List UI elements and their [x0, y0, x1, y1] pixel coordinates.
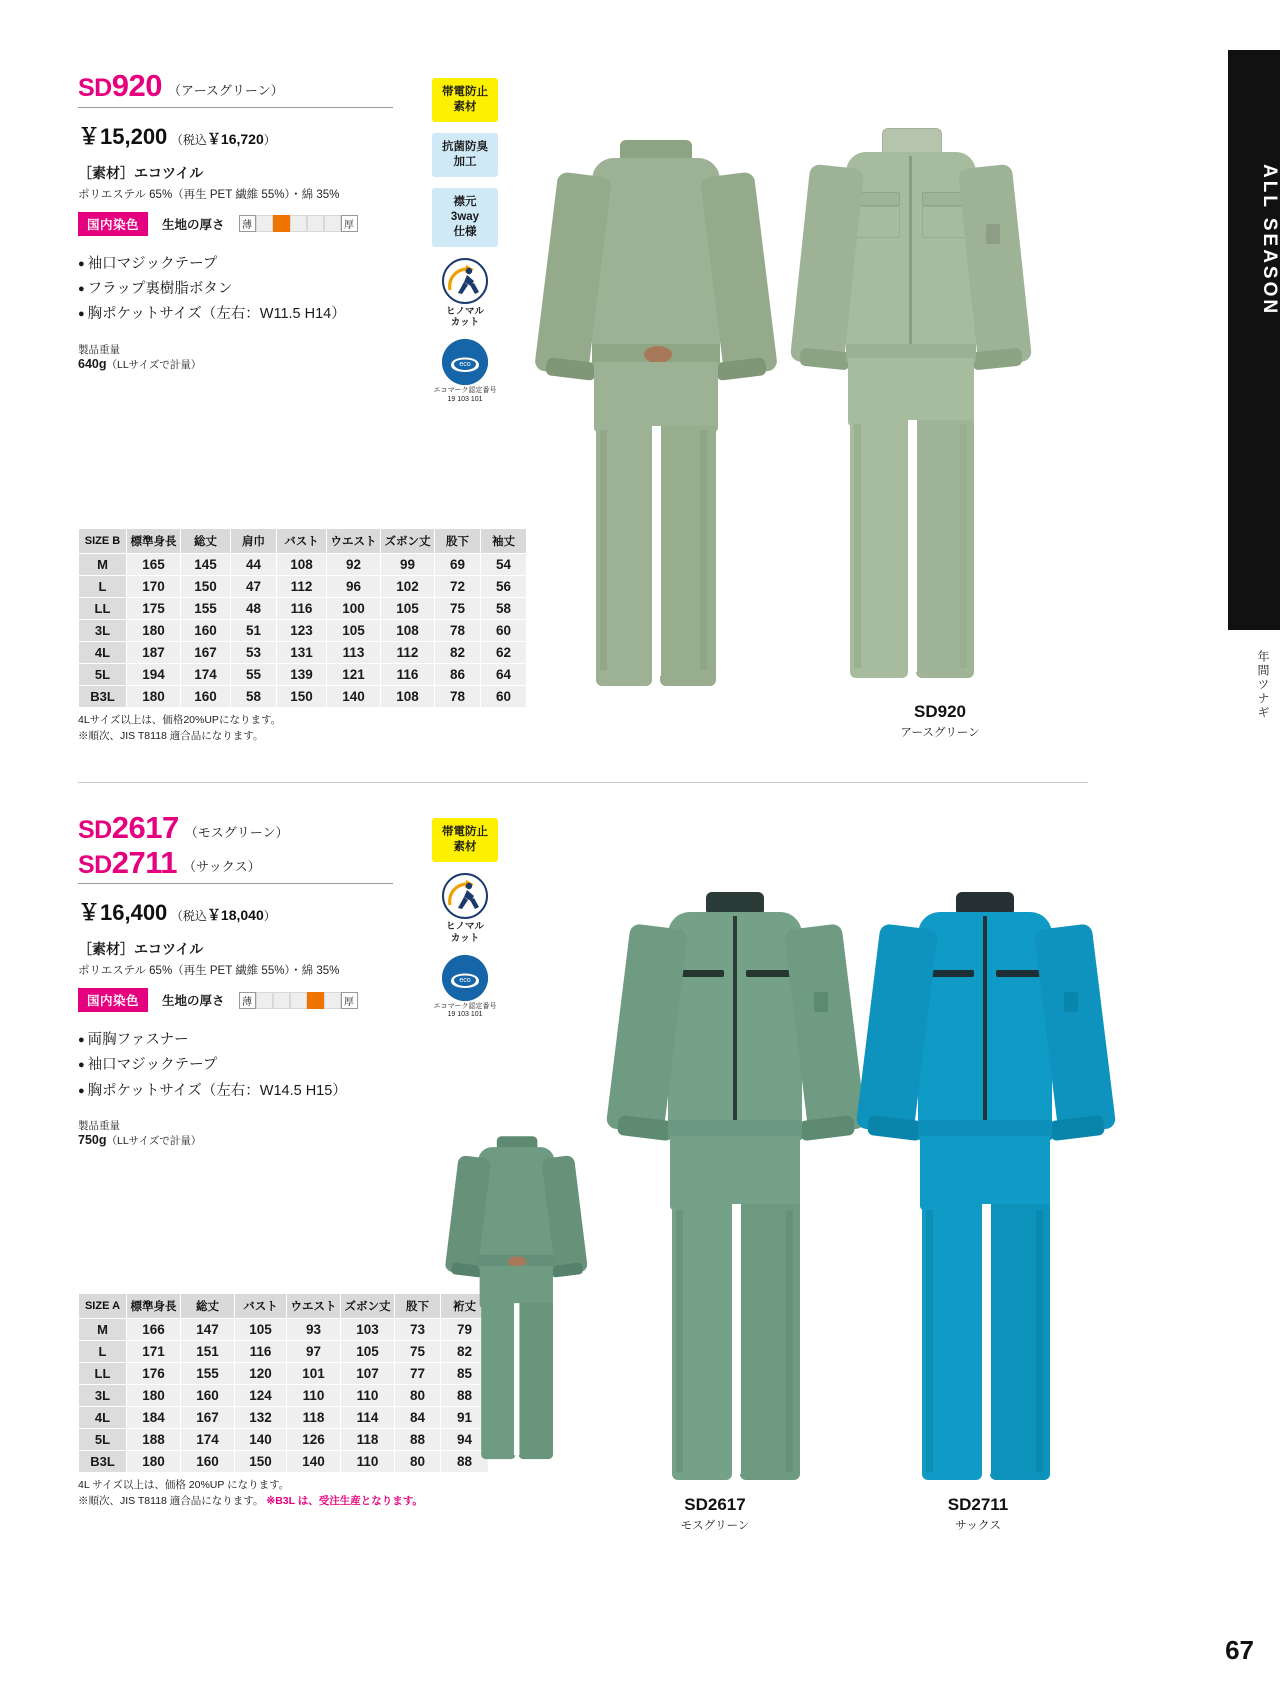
note-line-emphasis: ※B3L は、受注生産となります。: [266, 1494, 423, 1507]
cell: 75: [435, 598, 481, 620]
domestic-dye-badge: 国内染色: [78, 212, 148, 236]
th-pants-length: ズボン丈: [381, 529, 435, 554]
thickness-cell-2: [273, 215, 290, 232]
cell: 60: [481, 620, 527, 642]
weight-label: 製品重量: [78, 343, 120, 356]
cell-size: 5L: [79, 664, 127, 686]
price-tax: （税込￥18,040）: [170, 907, 276, 924]
price-row: [78, 120, 408, 151]
thickness-cell-1: [256, 215, 273, 232]
page-number: 67: [1225, 1635, 1254, 1665]
sleeve-pocket-icon: [986, 224, 1000, 244]
cell-size: L: [79, 576, 127, 598]
feature-list: [78, 252, 408, 328]
caption-color: アースグリーン: [900, 727, 980, 739]
cell: 62: [481, 642, 527, 664]
cell: 103: [341, 1319, 395, 1341]
chest-pocket-left: [856, 192, 900, 206]
caption-sd2711: [878, 1495, 1078, 1533]
th-waist: ウエスト: [327, 529, 381, 554]
product-info-sd2617: [78, 812, 408, 1148]
cell: 140: [327, 686, 381, 708]
cell: 113: [327, 642, 381, 664]
cell: 102: [381, 576, 435, 598]
cell: 79: [441, 1319, 489, 1341]
cell-size: B3L: [79, 686, 127, 708]
cell: 85: [441, 1363, 489, 1385]
cell: 139: [277, 664, 327, 686]
thickness-cell-3: [290, 992, 307, 1009]
code-underline: [78, 107, 393, 108]
cell: 167: [181, 642, 231, 664]
cell: 112: [277, 576, 327, 598]
garment-front-view-sd2711: [860, 880, 1110, 1540]
feature-item: ● フラップ裏樹脂ボタン: [78, 277, 408, 302]
cell: 105: [327, 620, 381, 642]
weight-value: 640g（LLサイズで計量）: [78, 356, 202, 371]
eco-mark-icon: [432, 339, 498, 404]
cell: 116: [381, 664, 435, 686]
caption-code: SD2617: [684, 1495, 746, 1514]
th-total-length: 総丈: [181, 1294, 235, 1319]
dye-thickness-row: [78, 212, 408, 236]
th-waist: ウエスト: [287, 1294, 341, 1319]
cell-size: 4L: [79, 1407, 127, 1429]
cell: 187: [127, 642, 181, 664]
thickness-scale: [239, 215, 358, 232]
sleeve-pocket-icon: [814, 992, 828, 1012]
cell: 99: [381, 554, 435, 576]
cell: 105: [381, 598, 435, 620]
cell: 147: [181, 1319, 235, 1341]
eco-mark-symbol-icon: [442, 339, 488, 385]
cell: 48: [231, 598, 277, 620]
garment-back-view-sd2617: [450, 1130, 575, 1458]
cell: 132: [235, 1407, 287, 1429]
cell: 160: [181, 1451, 235, 1473]
cell-size: LL: [79, 1363, 127, 1385]
size-table-block-sd920: [78, 528, 527, 745]
note-line: 4Lサイズ以上は、価格20%UPになります。: [78, 714, 282, 726]
caption-color: サックス: [955, 1520, 1001, 1532]
table-row: [79, 642, 527, 664]
dye-thickness-row: [78, 988, 408, 1012]
cell: 72: [435, 576, 481, 598]
cell: 166: [127, 1319, 181, 1341]
cell: 101: [287, 1363, 341, 1385]
table-row: [79, 1319, 489, 1341]
table-row: [79, 554, 527, 576]
cell: 150: [181, 576, 231, 598]
product-color-name: （モスグリーン）: [184, 824, 289, 840]
feature-item: ● 袖口マジックテープ: [78, 252, 408, 277]
cell: 188: [127, 1429, 181, 1451]
cell: 84: [395, 1407, 441, 1429]
cell: 110: [287, 1385, 341, 1407]
cell: 100: [327, 598, 381, 620]
material-label: ［素材］エコツイル: [78, 164, 204, 181]
cell: 44: [231, 554, 277, 576]
cell: 174: [181, 664, 231, 686]
size-table-sd2617: [78, 1293, 489, 1473]
feature-list: [78, 1028, 408, 1104]
cell: 56: [481, 576, 527, 598]
cell: 80: [395, 1385, 441, 1407]
th-height: 標準身長: [127, 529, 181, 554]
product-code-line-2: [78, 844, 408, 880]
th-inseam: 股下: [435, 529, 481, 554]
price-tax: （税込￥16,720）: [170, 130, 276, 147]
th-total-length: 総丈: [181, 529, 231, 554]
product-code: SD2617: [78, 810, 179, 845]
cell: 58: [481, 598, 527, 620]
cell: 118: [287, 1407, 341, 1429]
cell: 110: [341, 1451, 395, 1473]
table-row: [79, 686, 527, 708]
cell: 180: [127, 686, 181, 708]
product-code-line: [78, 70, 408, 103]
th-inseam: 股下: [395, 1294, 441, 1319]
cell: 160: [181, 686, 231, 708]
thickness-cell-3: [290, 215, 307, 232]
cell-size: M: [79, 1319, 127, 1341]
cell: 116: [235, 1341, 287, 1363]
table-row: [79, 1385, 489, 1407]
brand-patch-icon: [644, 346, 672, 363]
cell: 160: [181, 1385, 235, 1407]
icon-column-sd920: [432, 78, 502, 414]
cell: 78: [435, 686, 481, 708]
cell-size: 5L: [79, 1429, 127, 1451]
cell: 150: [235, 1451, 287, 1473]
cell: 121: [327, 664, 381, 686]
cell: 150: [277, 686, 327, 708]
product-code: SD920: [78, 68, 162, 103]
th-sleeve-yuki: 裄丈: [441, 1294, 489, 1319]
thickness-thin-cap: 薄: [239, 215, 256, 232]
cell: 88: [441, 1385, 489, 1407]
cell: 123: [277, 620, 327, 642]
product-info-sd920: [78, 70, 408, 372]
cell: 160: [181, 620, 231, 642]
thickness-cell-4: [307, 215, 324, 232]
thickness-thick-cap: 厚: [341, 215, 358, 232]
table-row: [79, 1407, 489, 1429]
material-composition: ポリエステル 65%（再生 PET 繊維 55%）・綿 35%: [78, 188, 340, 201]
cell: 108: [277, 554, 327, 576]
th-bust: バスト: [235, 1294, 287, 1319]
material-label: ［素材］エコツイル: [78, 941, 204, 958]
cell: 194: [127, 664, 181, 686]
code-underline: [78, 883, 393, 884]
cell: 145: [181, 554, 231, 576]
section-divider: [78, 782, 1088, 783]
thickness-label: 生地の厚さ: [162, 994, 225, 1009]
material-composition: ポリエステル 65%（再生 PET 繊維 55%）・綿 35%: [78, 965, 340, 978]
cell: 54: [481, 554, 527, 576]
hinomaru-figure-icon: [442, 258, 488, 304]
th-shoulder: 肩巾: [231, 529, 277, 554]
cell: 75: [395, 1341, 441, 1363]
cell: 110: [341, 1385, 395, 1407]
cell: 120: [235, 1363, 287, 1385]
cell: 118: [341, 1429, 395, 1451]
size-table-sd920: [78, 528, 527, 708]
cell: 92: [327, 554, 381, 576]
cell: 155: [181, 1363, 235, 1385]
section-tab: [1228, 50, 1280, 630]
cell: 175: [127, 598, 181, 620]
thickness-scale: [239, 992, 358, 1009]
cell-size: L: [79, 1341, 127, 1363]
table-row: [79, 664, 527, 686]
cell-size: 4L: [79, 642, 127, 664]
table-row: [79, 1451, 489, 1473]
sleeve-pocket-icon: [1064, 992, 1078, 1012]
cell: 180: [127, 620, 181, 642]
cell: 80: [395, 1451, 441, 1473]
note-line: 4L サイズ以上は、価格 20%UP になります。: [78, 1479, 290, 1491]
cell: 97: [287, 1341, 341, 1363]
table-header-row: [79, 1294, 489, 1319]
collar-3way-icon: 襟元 3way 仕様: [432, 188, 498, 247]
hinomaru-caption: ヒノマル カット: [446, 920, 484, 944]
hinomaru-caption: ヒノマル カット: [446, 305, 484, 329]
cell: 184: [127, 1407, 181, 1429]
chest-zipper-right: [996, 970, 1044, 977]
cell: 91: [441, 1407, 489, 1429]
cell: 107: [341, 1363, 395, 1385]
table-row: [79, 1341, 489, 1363]
price-main: ￥16,400: [78, 900, 168, 926]
cell: 167: [181, 1407, 235, 1429]
antibacterial-deodorant-icon: 抗菌防臭 加工: [432, 133, 498, 177]
thickness-thin-cap: 薄: [239, 992, 256, 1009]
cell: 126: [287, 1429, 341, 1451]
cell: 165: [127, 554, 181, 576]
cell-size: 3L: [79, 1385, 127, 1407]
th-bust: バスト: [277, 529, 327, 554]
eco-mark-caption: エコマーク認定番号 19 103 101: [433, 387, 497, 403]
cell: 58: [231, 686, 277, 708]
cell: 93: [287, 1319, 341, 1341]
cell: 140: [235, 1429, 287, 1451]
cell: 88: [441, 1451, 489, 1473]
th-size: SIZE B: [79, 529, 127, 554]
price-row: [78, 896, 408, 927]
domestic-dye-badge: 国内染色: [78, 988, 148, 1012]
thickness-label: 生地の厚さ: [162, 217, 225, 232]
table-row: [79, 620, 527, 642]
table-row: [79, 576, 527, 598]
cell: 151: [181, 1341, 235, 1363]
table-row: [79, 1429, 489, 1451]
section-tab-label: ALL SEASON: [1259, 163, 1280, 317]
th-pants-length: ズボン丈: [341, 1294, 395, 1319]
cell: 53: [231, 642, 277, 664]
note-line: ※順次、JIS T8118 適合品になります。: [78, 729, 264, 742]
chest-zipper-right: [746, 970, 794, 977]
product-photo-sd920: [520, 120, 1080, 760]
weight-label: 製品重量: [78, 1120, 120, 1133]
section-tab-sublabel: 年間ツナギ: [1256, 650, 1270, 720]
table-header-row: [79, 529, 527, 554]
cell: 86: [435, 664, 481, 686]
cell: 105: [235, 1319, 287, 1341]
product-code-2: SD2711: [78, 844, 177, 880]
cell: 55: [231, 664, 277, 686]
cell: 140: [287, 1451, 341, 1473]
size-table-block-sd2617: [78, 1293, 489, 1510]
weight-value: 750g（LLサイズで計量）: [78, 1133, 202, 1148]
table-note: [78, 713, 527, 745]
thickness-cell-4: [307, 992, 324, 1009]
cell: 174: [181, 1429, 235, 1451]
caption-sd2617: [615, 1495, 815, 1533]
cell: 64: [481, 664, 527, 686]
cell: 82: [441, 1341, 489, 1363]
table-note: [78, 1478, 489, 1510]
table-row: [79, 598, 527, 620]
caption-color: モスグリーン: [680, 1520, 750, 1532]
antistatic-icon: 帯電防止 素材: [432, 78, 498, 122]
price-main: ￥15,200: [78, 123, 168, 149]
cell-size: M: [79, 554, 127, 576]
th-size: SIZE A: [79, 1294, 127, 1319]
feature-item: ● 胸ポケットサイズ（左右：W14.5 H15）: [78, 1079, 408, 1104]
table-row: [79, 1363, 489, 1385]
cell: 47: [231, 576, 277, 598]
cell: 73: [395, 1319, 441, 1341]
th-sleeve: 袖丈: [481, 529, 527, 554]
note-line: ※順次、JIS T8118 適合品になります。 ※B3L は、受注生産となります。: [78, 1494, 423, 1507]
product-color-name-2: （サックス）: [183, 859, 261, 875]
antistatic-icon: 帯電防止 素材: [432, 818, 498, 862]
cell: 108: [381, 620, 435, 642]
cell: 114: [341, 1407, 395, 1429]
product-color-name: （アースグリーン）: [167, 82, 284, 98]
feature-item: ● 両胸ファスナー: [78, 1028, 408, 1053]
cell: 180: [127, 1451, 181, 1473]
cell: 96: [327, 576, 381, 598]
cell: 170: [127, 576, 181, 598]
cell: 51: [231, 620, 277, 642]
feature-item: ● 胸ポケットサイズ（左右：W11.5 H14）: [78, 302, 408, 327]
cell-size: LL: [79, 598, 127, 620]
caption-code: SD2711: [947, 1495, 1009, 1514]
caption-code: SD920: [914, 702, 966, 721]
cell: 82: [435, 642, 481, 664]
cell: 176: [127, 1363, 181, 1385]
svg-text:eco: eco: [459, 976, 471, 984]
cell-size: B3L: [79, 1451, 127, 1473]
cell: 88: [395, 1429, 441, 1451]
cell: 116: [277, 598, 327, 620]
cell: 112: [381, 642, 435, 664]
garment-front-view-sd2617: [610, 880, 860, 1540]
cell: 94: [441, 1429, 489, 1451]
product-code-line: [78, 812, 408, 845]
thickness-cell-1: [256, 992, 273, 1009]
cell: 171: [127, 1341, 181, 1363]
thickness-cell-5: [324, 992, 341, 1009]
cell: 78: [435, 620, 481, 642]
product-photo-sd2617-sd2711: [440, 880, 1080, 1580]
thickness-cell-2: [273, 992, 290, 1009]
cell: 124: [235, 1385, 287, 1407]
cell: 77: [395, 1363, 441, 1385]
svg-text:eco: eco: [459, 361, 471, 369]
garment-back-view-sd920: [540, 130, 770, 730]
garment-front-view-sd920: [790, 120, 1030, 730]
cell: 105: [341, 1341, 395, 1363]
cell: 155: [181, 598, 231, 620]
thickness-thick-cap: 厚: [341, 992, 358, 1009]
cell: 69: [435, 554, 481, 576]
chest-pocket-right: [922, 192, 966, 206]
caption-sd920: [840, 702, 1040, 740]
cell-size: 3L: [79, 620, 127, 642]
hinomaru-cut-icon: [432, 258, 498, 330]
cell: 60: [481, 686, 527, 708]
cell: 131: [277, 642, 327, 664]
cell: 108: [381, 686, 435, 708]
feature-item: ● 袖口マジックテープ: [78, 1053, 408, 1078]
thickness-cell-5: [324, 215, 341, 232]
th-height: 標準身長: [127, 1294, 181, 1319]
eco-mark-caption: エコマーク認定番号 19 103 101: [433, 1002, 497, 1019]
cell: 180: [127, 1385, 181, 1407]
